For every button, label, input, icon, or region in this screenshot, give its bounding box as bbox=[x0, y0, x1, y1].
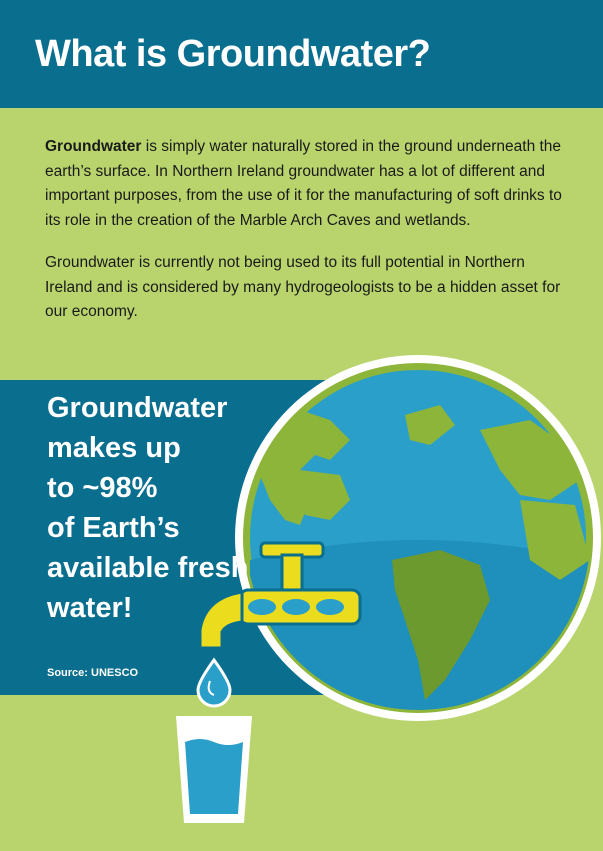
intro-keyword: Groundwater bbox=[45, 138, 142, 155]
page-title: What is Groundwater? bbox=[35, 33, 431, 75]
intro-paragraph-1-text: is simply water naturally stored in the ground underneath the earth’s surface. In Northern Ireland groundwater has a lot of different and important purposes, from the use of it for the manufacturing of soft drinks to its role in the creation of the Marble Arch Caves and wetlands. bbox=[45, 138, 562, 229]
globe-icon bbox=[235, 355, 601, 721]
glass-of-water-icon bbox=[176, 716, 252, 823]
source-note: Source: UNESCO bbox=[47, 667, 139, 679]
intro-paragraph-2: Groundwater is currently not being used to its full potential in Northern Ireland and is considered by many hydrogeologists to be a hidden asset for our economy. bbox=[45, 254, 561, 320]
water-drop-icon bbox=[198, 660, 230, 706]
callout-statement: Groundwater makes up to ~98% of Earth’s available fresh water! bbox=[47, 392, 249, 624]
